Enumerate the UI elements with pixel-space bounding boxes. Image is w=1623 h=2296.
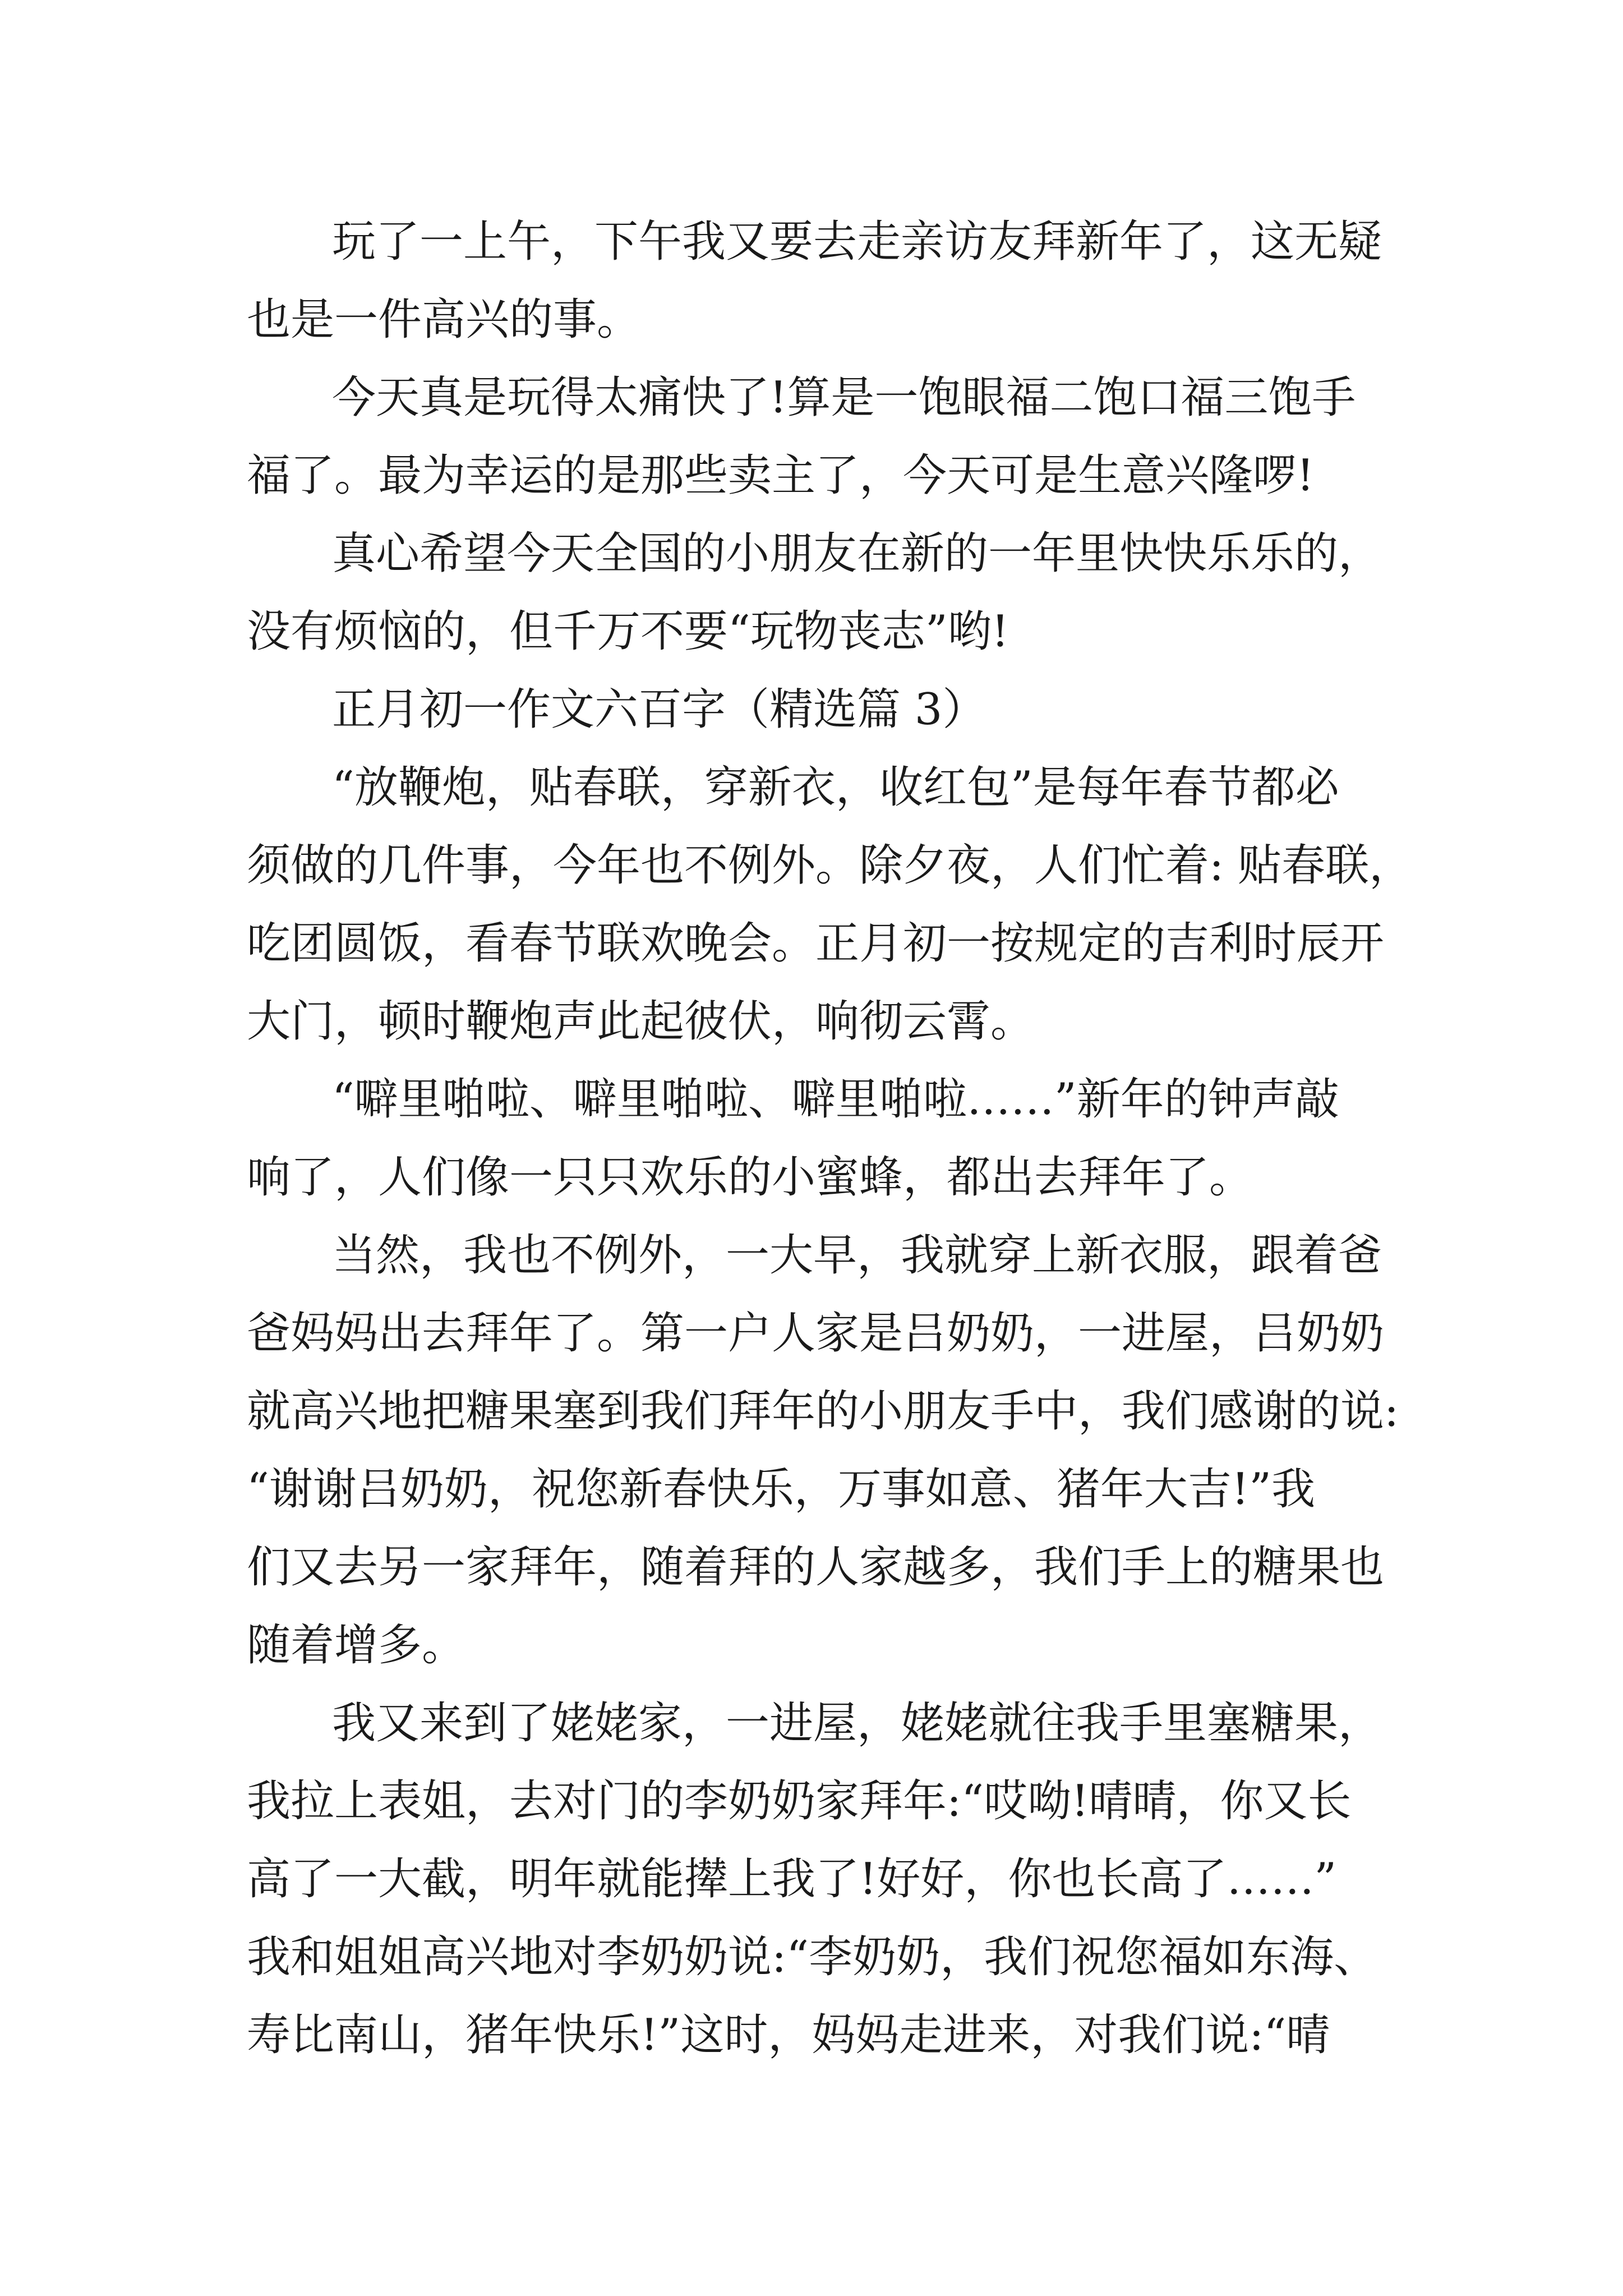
- text-line: 当然，我也不例外，一大早，我就穿上新衣服，跟着爸: [332, 1230, 1382, 1281]
- text-line: 也是一件高兴的事。: [247, 295, 641, 345]
- text-line: 须做的几件事，今年也不例外。除夕夜，人们忙着: 贴春联，: [247, 840, 1413, 891]
- text-line: “谢谢吕奶奶，祝您新春快乐，万事如意、猪年大吉!”我: [247, 1464, 1316, 1515]
- text-line: “噼里啪啦、噼里啪啦、噼里啪啦……”新年的钟声敲: [332, 1074, 1339, 1125]
- section-heading: 正月初一作文六百字（精选篇 3）: [332, 684, 986, 735]
- text-line: 就高兴地把糖果塞到我们拜年的小朋友手中，我们感谢的说:: [247, 1386, 1399, 1437]
- text-line: 我拉上表姐，去对门的李奶奶家拜年:“哎呦!晴晴，你又长: [247, 1776, 1352, 1826]
- text-line: 没有烦恼的，但千万不要“玩物丧志”哟!: [247, 606, 1009, 657]
- text-line: 随着增多。: [247, 1620, 466, 1671]
- text-line: 大门，顿时鞭炮声此起彼伏，响彻云霄。: [247, 996, 1035, 1047]
- text-line: 玩了一上午，下午我又要去走亲访友拜新年了，这无疑: [332, 217, 1382, 267]
- text-line: 真心希望今天全国的小朋友在新的一年里快快乐乐的，: [332, 528, 1382, 579]
- text-line: 响了，人们像一只只欢乐的小蜜蜂，都出去拜年了。: [247, 1152, 1253, 1203]
- text-line: 福了。最为幸运的是那些卖主了，今天可是生意兴隆啰!: [247, 450, 1315, 501]
- text-line: 吃团圆饭，看春节联欢晚会。正月初一按规定的吉利时辰开: [247, 918, 1385, 969]
- text-line: 今天真是玩得太痛快了!算是一饱眼福二饱口福三饱手: [332, 372, 1356, 423]
- text-line: 我和姐姐高兴地对李奶奶说:“李奶奶，我们祝您福如东海、: [247, 1932, 1378, 1982]
- text-line: 高了一大截，明年就能撵上我了!好好，你也长高了……”: [247, 1854, 1337, 1904]
- text-line: 寿比南山，猪年快乐!”这时，妈妈走进来，对我们说:“晴: [247, 2010, 1330, 2060]
- text-line: 们又去另一家拜年，随着拜的人家越多，我们手上的糖果也: [247, 1542, 1385, 1593]
- text-line: 爸妈妈出去拜年了。第一户人家是吕奶奶，一进屋，吕奶奶: [247, 1308, 1385, 1359]
- text-line: “放鞭炮，贴春联，穿新衣，收红包”是每年春节都必: [332, 762, 1339, 813]
- text-line: 我又来到了姥姥家，一进屋，姥姥就往我手里塞糖果，: [332, 1698, 1382, 1749]
